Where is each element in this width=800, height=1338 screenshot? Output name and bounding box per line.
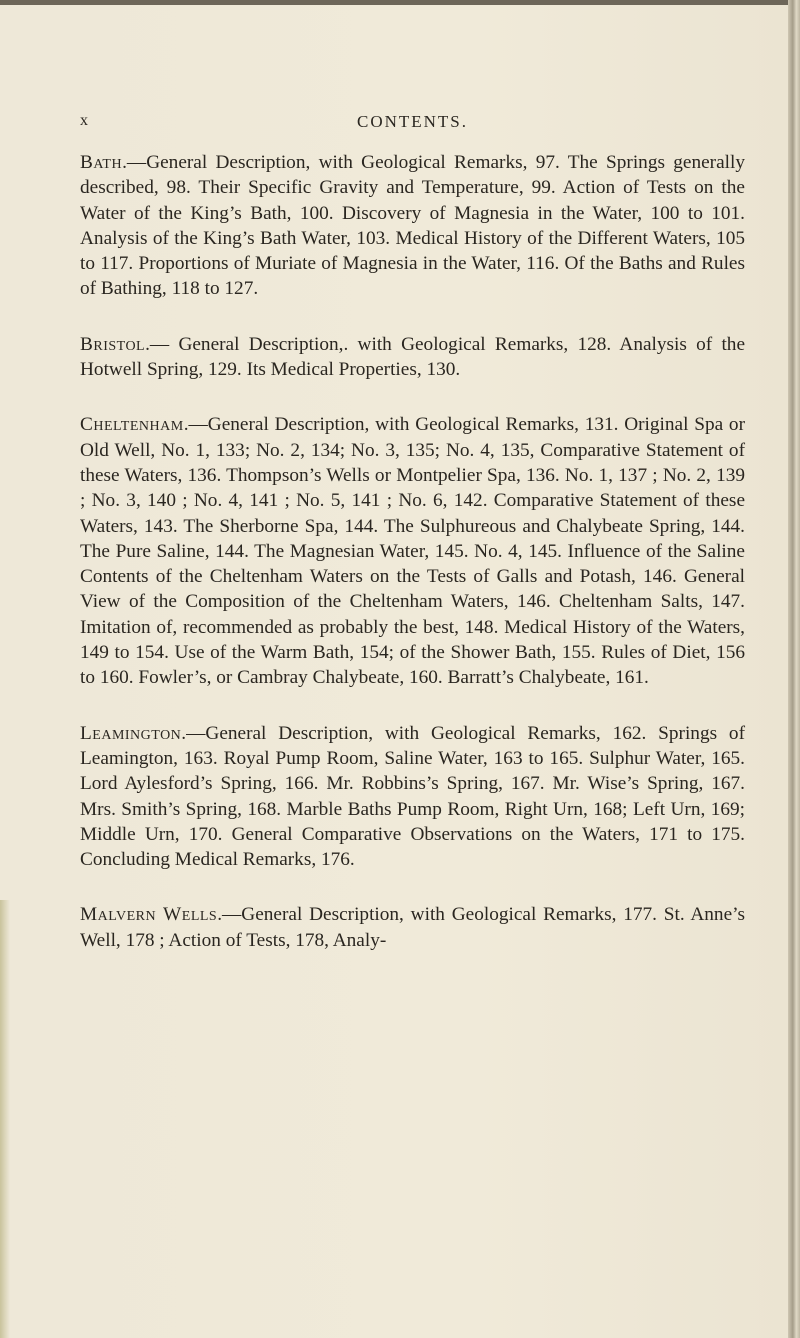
entry-place: Bath xyxy=(80,152,123,173)
contents-list xyxy=(80,150,745,983)
entry-place: Malvern Wells xyxy=(80,904,218,926)
entry-place: Leamington xyxy=(80,722,182,744)
page-number: x xyxy=(80,112,89,129)
page-header xyxy=(80,112,745,136)
contents-entry-bath xyxy=(80,150,745,302)
entry-place: Cheltenham xyxy=(80,414,184,436)
contents-entry-bristol xyxy=(80,332,745,383)
page-stain xyxy=(0,900,10,1338)
contents-entry-cheltenham xyxy=(80,412,745,690)
page-top-edge xyxy=(0,0,790,5)
entry-text: .—General Description, with Geological Remarks, 97. The Springs generally described, 98. Their Specific Gravity and Temperature, 99. Action of Tests on the Water of the King’s Bath, 100. Discovery of Magnesia in the Water, 100 to 101. Analysis of the King’s Bath Water, 103. Medical History of the Different Waters, 105 to 117. Proportions of Muriate of Magnesia in the Water, 116. Of the Baths and Rules of Bathing, 118 to 127. xyxy=(80,152,745,300)
entry-place: Bristol xyxy=(80,333,146,355)
entry-text: .—General Description, with Geological Remarks, 177. St. Anne’s Well, 178 ; Action of Tests, 178, Analy- xyxy=(80,904,745,951)
entry-text: .—General Description, with Geological Remarks, 162. Springs of Leamington, 163. Royal Pump Room, Saline Water, 163 to 165. Sulphur Water, 165. Lord Aylesford’s Spring, 166. Mr. Robbins’s Spring, 167. Mr. Wise’s Spring, 167. Mrs. Smith’s Spring, 168. Marble Baths Pump Room, Right Urn, 168; Left Urn, 169; Middle Urn, 170. General Comparative Observations on the Waters, 171 to 175. Concluding Medical Remarks, 176. xyxy=(80,722,745,871)
running-title: CONTENTS. xyxy=(356,112,469,131)
page-binding-edge xyxy=(788,0,800,1338)
contents-entry-leamington xyxy=(80,721,745,873)
entry-text: .—General Description, with Geological Remarks, 131. Original Spa or Old Well, No. 1, 133; No. 2, 134; No. 3, 135; No. 4, 135, Comparative Statement of these Waters, 136. Thompson’s Wells or Montpelier Spa, 136. No. 1, 137 ; No. 2, 139 ; No. 3, 140 ; No. 4, 141 ; No. 5, 141 ; No. 6, 142. Comparative Statement of these Waters, 143. The Sherborne Spa, 144. The Sulphureous and Chalybeate Spring, 144. The Pure Saline, 144. The Magnesian Water, 145. No. 4, 145. Influence of the Saline Contents of the Cheltenham Waters on the Tests of Galls and Potash, 146. General View of the Composition of the Cheltenham Waters, 146. Cheltenham Salts, 147. Imitation of, recommended as probably the best, 148. Medical History of the Waters, 149 to 154. Use of the Warm Bath, 154; of the Shower Bath, 155. Rules of Diet, 156 to 160. Fowler’s, or Cambray Chalybeate, 160. Barratt’s Chalybeate, 161. xyxy=(80,414,745,689)
contents-entry-malvern-wells xyxy=(80,902,745,953)
entry-text: .— General Description,. with Geological Remarks, 128. Analysis of the Hotwell Spring, 129. Its Medical Properties, 130. xyxy=(80,333,745,381)
